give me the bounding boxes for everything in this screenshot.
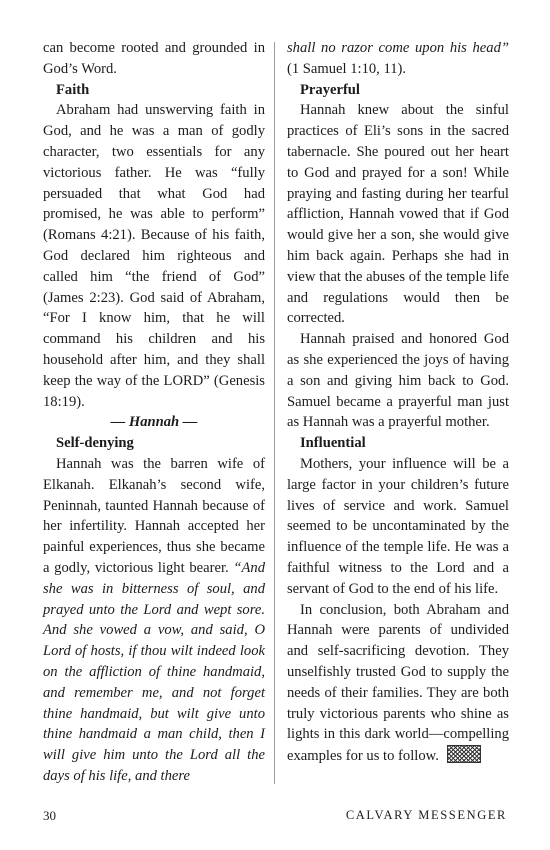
section-heading-hannah: — Hannah —: [110, 414, 198, 431]
paragraph: Hannah praised and honored God as she experienced the joys of having a son and giving him back to God. Samuel became a prayerful man just as Hannah was a prayerful mother.: [287, 331, 509, 431]
paragraph: [43, 454, 265, 787]
end-mark-icon: [447, 745, 481, 763]
paragraph-text: In conclusion, both Abraham and Hannah were parents of undivided and self-sacrificing devotion. They unselfishly trusted God to supply the needs of their families. They are both truly victorious parents who shine as lights in this dark world—compelling examples for us to follow.: [287, 601, 509, 765]
right-column: [287, 38, 509, 767]
paragraph-text: Hannah was the barren wife of Elkanah. Elkanah’s second wife, Peninnah, taunted Hannah because of her infertility. Hannah accepted her painful experiences, thus she became a godly, victorious light bearer.: [43, 455, 265, 576]
scripture-reference: (1 Samuel 1:10, 11).: [287, 60, 407, 77]
paragraph: Abraham had unswerving faith in God, and he was a man of godly character, two essentials for any victorious father. He was “fully persuaded that what God had promised, he was able to perform” (Romans 4:21). Because of his faith, God declared him righteous and called him “the friend of God” (James 2:23). God said of Abraham, “For I know him, that he will command his children and his household after him, and they shall keep the way of the LORD” (Genesis 18:19).: [43, 102, 265, 410]
paragraph: [287, 600, 509, 767]
scripture-quote: shall no razor come upon his head”: [287, 40, 509, 56]
column-divider: [274, 42, 275, 784]
heading-faith: Faith: [56, 81, 90, 98]
left-column: [43, 38, 265, 787]
page-number: 30: [43, 808, 56, 823]
paragraph: Mothers, your influence will be a large factor in your children’s future lives of service and work. Samuel seemed to be uncontaminated by the influence of the temple life. He was a faithful witness to the Lord and a servant of God to the end of his life.: [287, 455, 509, 597]
paragraph: [287, 38, 509, 80]
paragraph: can become rooted and grounded in God’s Word.: [43, 40, 265, 77]
paragraph: Hannah knew about the sinful practices of Eli’s sons in the sacred tabernacle. She poured out her heart to God and prayed for a son! While praying and fasting during her tearful affliction, Hannah vowed that if God would give her a son, she would give him back again. Perhaps she had in view that the abuses of the temple life and regulations would then be corrected.: [287, 102, 509, 327]
scripture-quote: “And she was in bitterness of soul, and prayed unto the Lord and wept sore. And she vowed a vow, and said, O Lord of hosts, if thou wilt indeed look on the affliction of thine handmaid, and remember me, and not forget thine handmaid, but wilt give unto thine handmaid a man child, then I will give him unto the Lord all the days of his life, and there: [43, 559, 265, 784]
heading-prayerful: Prayerful: [300, 81, 360, 98]
heading-self-denying: Self-denying: [56, 435, 134, 452]
heading-influential: Influential: [300, 435, 366, 452]
publication-title: CALVARY MESSENGER: [345, 808, 507, 822]
